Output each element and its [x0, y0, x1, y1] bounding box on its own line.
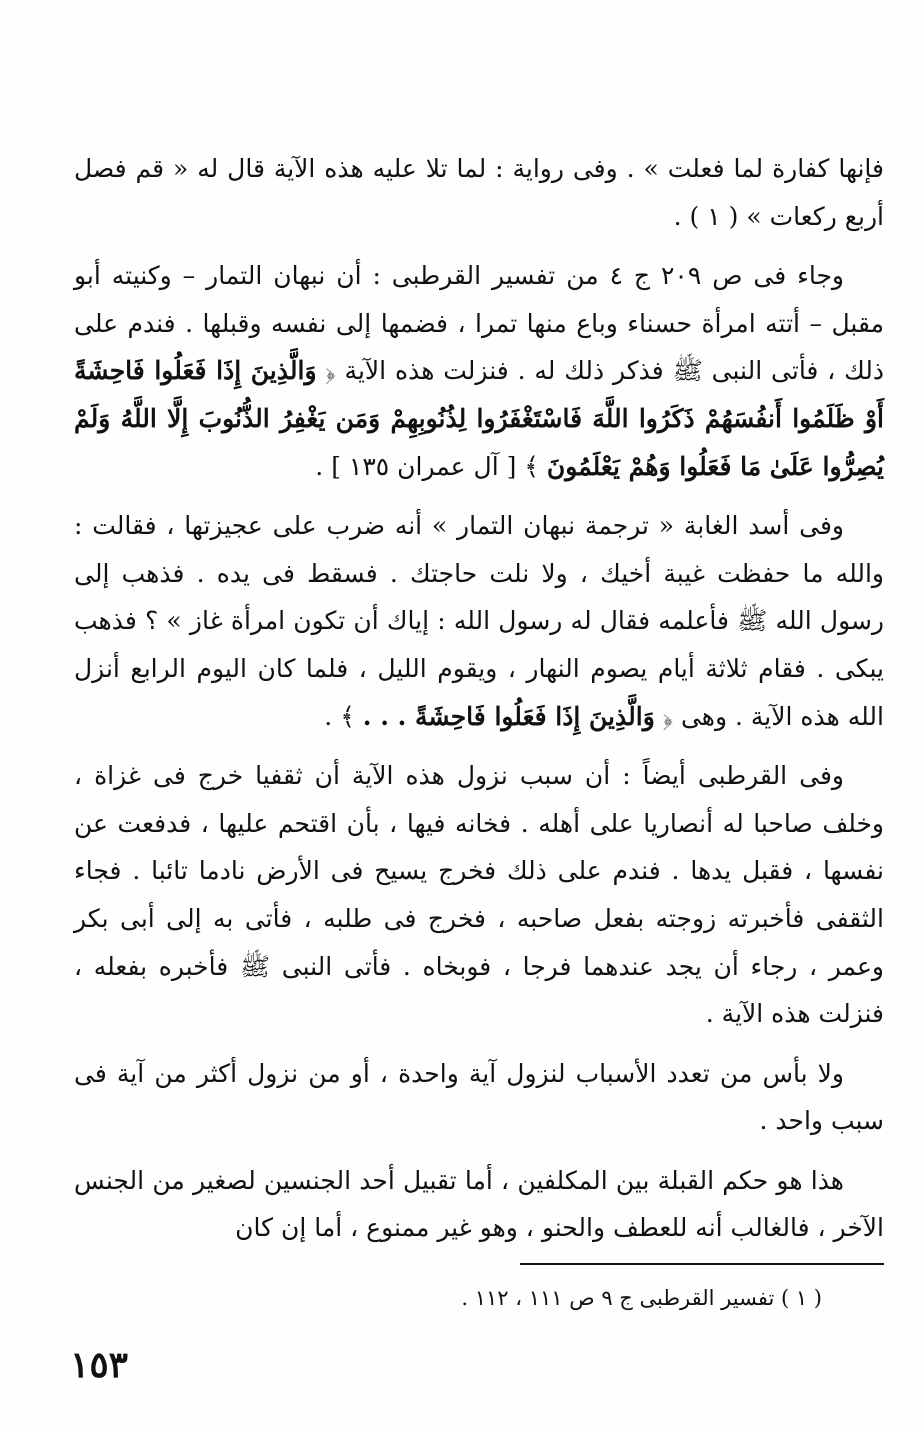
verse-close: ﴾ .	[324, 701, 355, 731]
quran-verse: وَالَّذِينَ إِذَا فَعَلُوا فَاحِشَةً . . .	[362, 701, 655, 731]
paragraph-2	[74, 252, 884, 490]
quran-verse: وَالَّذِينَ إِذَا فَعَلُوا فَاحِشَةً أَوْ ظَلَمُوا أَنفُسَهُمْ ذَكَرُوا اللَّهَ فَاسْتَغْفَرُوا لِذُنُوبِهِمْ وَمَن يَغْفِرُ الذُّنُوبَ إِلَّا اللَّهُ وَلَمْ يُصِرُّوا عَلَىٰ مَا فَعَلُوا وَهُمْ يَعْلَمُونَ	[74, 356, 884, 481]
paragraph-1-text: فإنها كفارة لما فعلت » . وفى رواية : لما تلا عليه هذه الآية قال له « قم فصل أربع ركعات » ( ١ ) .	[74, 154, 884, 231]
footnote: ( ١ ) تفسير القرطبى ج ٩ ص ١١١ ، ١١٢ .	[461, 1286, 822, 1310]
paragraph-5-text: ولا بأس من تعدد الأسباب لنزول آية واحدة ، أو من نزول أكثر من آية فى سبب واحد .	[74, 1058, 884, 1136]
main-text	[74, 145, 884, 1264]
footnote-divider	[520, 1263, 884, 1265]
verse-reference: ﴾ [ آل عمران ١٣٥ ] .	[315, 451, 539, 481]
paragraph-3-text: وفى أسد الغابة « ترجمة نبهان التمار » أنه ضرب على عجيزتها ، فقالت : والله ما حفظت غيبة أخيك ، ولا نلت حاجتك . فسقط فى يده . فذهب إلى رسول الله ﷺ فأعلمه فقال له رسول الله : إياك أن تكون امرأة غاز » ؟ فذهب يبكى . فقام ثلاثة أيام يصوم النهار ، ويقوم الليل ، فلما كان اليوم الرابع أنزل الله هذه الآية . وهى ﴿	[74, 511, 884, 731]
page-number: ١٥٣	[70, 1344, 129, 1386]
paragraph-2-text: وجاء فى ص ٢٠٩ ج ٤ من تفسير القرطبى : أن نبهان التمار – وكنيته أبو مقبل – أتته امرأة حسناء وباع منها تمرا ، فضمها إلى نفسه وقبلها . فندم على ذلك ، فأتى النبى ﷺ فذكر ذلك له . فنزلت هذه الآية ﴿	[74, 261, 885, 386]
paragraph-4-text: وفى القرطبى أيضاً : أن سبب نزول هذه الآية أن ثقفيا خرج فى غزاة ، وخلف صاحبا له أنصاريا على أهله . فخانه فيها ، بأن اقتحم عليها ، فدفعت عن نفسها ، فقبل يدها . فندم على ذلك فخرج يسيح فى الأرض نادما تائبا . فجاء الثقفى فأخبرته زوجته بفعل صاحبه ، فخرج فى طلبه ، فأتى به إلى أبى بكر وعمر ، رجاء أن يجد عندهما فرجا ، فوبخاه . فأتى النبى ﷺ فأخبره بفعله ، فنزلت هذه الآية .	[74, 761, 884, 1029]
paragraph-4	[74, 752, 884, 1038]
paragraph-6	[74, 1157, 884, 1252]
paragraph-3	[74, 502, 884, 740]
paragraph-6-text: هذا هو حكم القبلة بين المكلفين ، أما تقبيل أحد الجنسين لصغير من الجنس الآخر ، فالغالب أنه للعطف والحنو ، وهو غير ممنوع ، أما إن كان	[74, 1165, 884, 1243]
paragraph-1	[74, 145, 884, 240]
paragraph-5	[74, 1050, 884, 1145]
